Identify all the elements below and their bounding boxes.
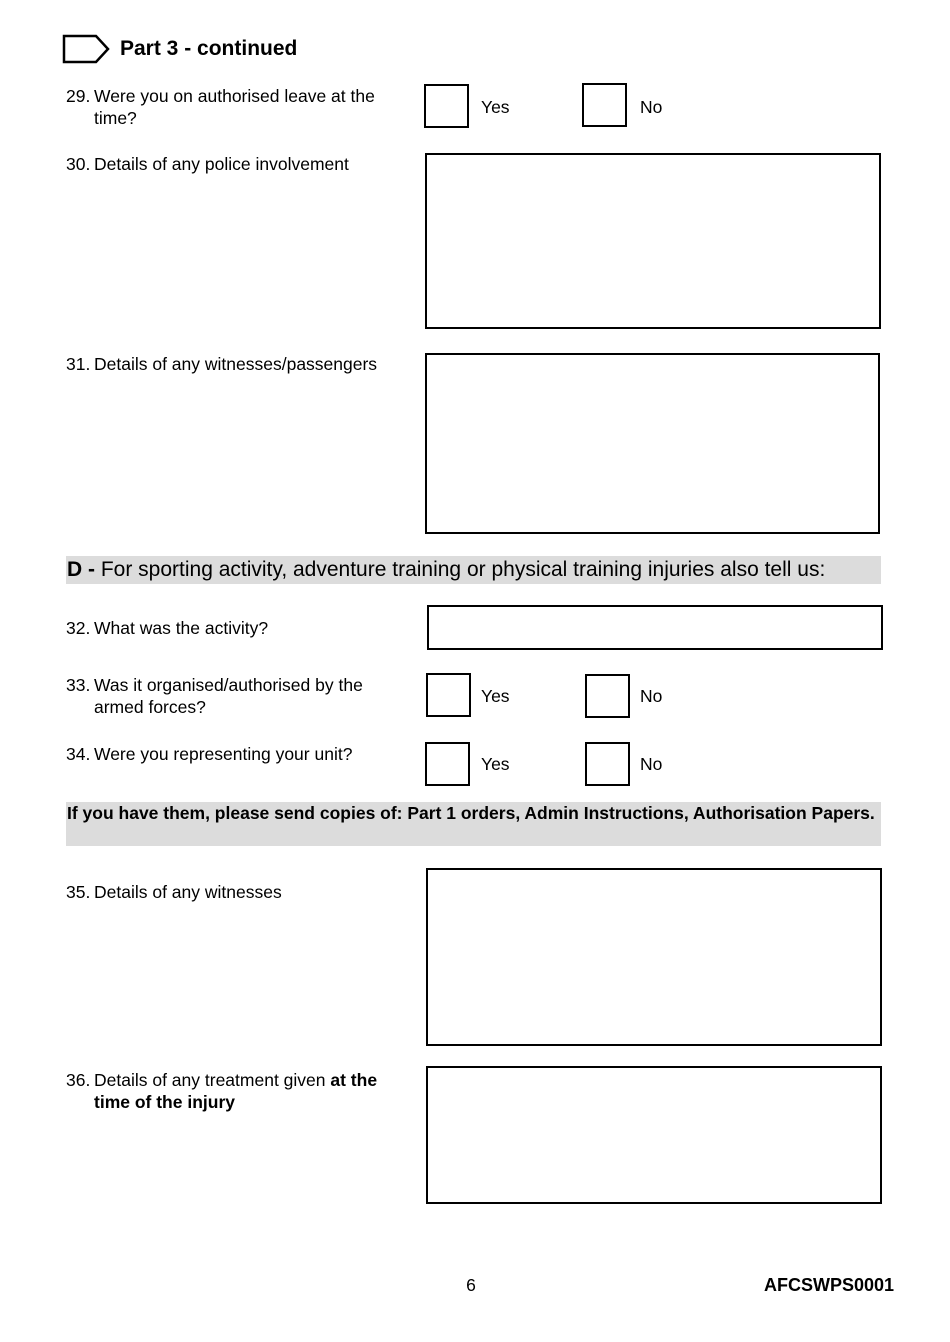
section-d-letter: D - — [67, 558, 95, 581]
q34-no-label: No — [640, 754, 663, 774]
section-d-heading — [66, 556, 881, 584]
question-33 — [66, 674, 386, 718]
question-number: 34. — [66, 744, 91, 764]
question-number: 30. — [66, 154, 91, 174]
section-d-text: For sporting activity, adventure training or physical training injuries also tell us: — [95, 558, 826, 581]
question-number: 36. — [66, 1070, 91, 1090]
witnesses-field[interactable] — [426, 868, 882, 1046]
question-34 — [66, 743, 386, 765]
question-number: 35. — [66, 882, 91, 902]
q34-yes-label: Yes — [481, 754, 510, 774]
question-text-plain: Details of any treatment given — [94, 1070, 331, 1090]
question-text: Was it organised/authorised by the armed forces? — [94, 675, 363, 717]
treatment-field[interactable] — [426, 1066, 882, 1204]
question-29 — [66, 85, 386, 129]
q34-yes-checkbox[interactable] — [425, 742, 470, 786]
q29-yes-checkbox[interactable] — [424, 84, 469, 128]
q29-no-label: No — [640, 97, 663, 117]
question-36 — [66, 1069, 386, 1113]
question-text: Details of any police involvement — [94, 154, 349, 174]
question-number: 31. — [66, 354, 91, 374]
q29-yes-label: Yes — [481, 97, 510, 117]
witnesses-passengers-field[interactable] — [425, 353, 880, 534]
question-number: 32. — [66, 618, 91, 638]
form-code: AFCSWPS0001 — [763, 1275, 894, 1295]
question-35 — [66, 881, 386, 903]
question-32 — [66, 617, 386, 639]
police-involvement-field[interactable] — [425, 153, 881, 329]
question-text: Details of any witnesses — [94, 882, 282, 902]
part-title: Part 3 - continued — [120, 37, 298, 60]
question-30 — [66, 153, 386, 175]
q33-yes-label: Yes — [481, 686, 510, 706]
question-text — [66, 1069, 386, 1113]
question-31 — [66, 353, 386, 375]
question-text-bold: at the time of the injury — [94, 1070, 378, 1112]
q29-no-checkbox[interactable] — [582, 83, 627, 127]
question-text: What was the activity? — [94, 618, 269, 638]
question-number: 29. — [66, 86, 91, 106]
question-text: Were you on authorised leave at the time? — [94, 86, 375, 128]
question-number: 33. — [66, 675, 91, 695]
copies-note: If you have them, please send copies of: Part 1 orders, Admin Instructions, Authorisation Papers. — [66, 802, 881, 846]
activity-field[interactable] — [427, 605, 883, 650]
q33-no-checkbox[interactable] — [585, 674, 630, 718]
q34-no-checkbox[interactable] — [585, 742, 630, 786]
q33-no-label: No — [640, 686, 663, 706]
question-text: Were you representing your unit? — [94, 744, 353, 764]
page-number: 6 — [466, 1275, 476, 1295]
tag-arrow-icon — [62, 34, 110, 64]
q33-yes-checkbox[interactable] — [426, 673, 471, 717]
question-text: Details of any witnesses/passengers — [94, 354, 378, 374]
